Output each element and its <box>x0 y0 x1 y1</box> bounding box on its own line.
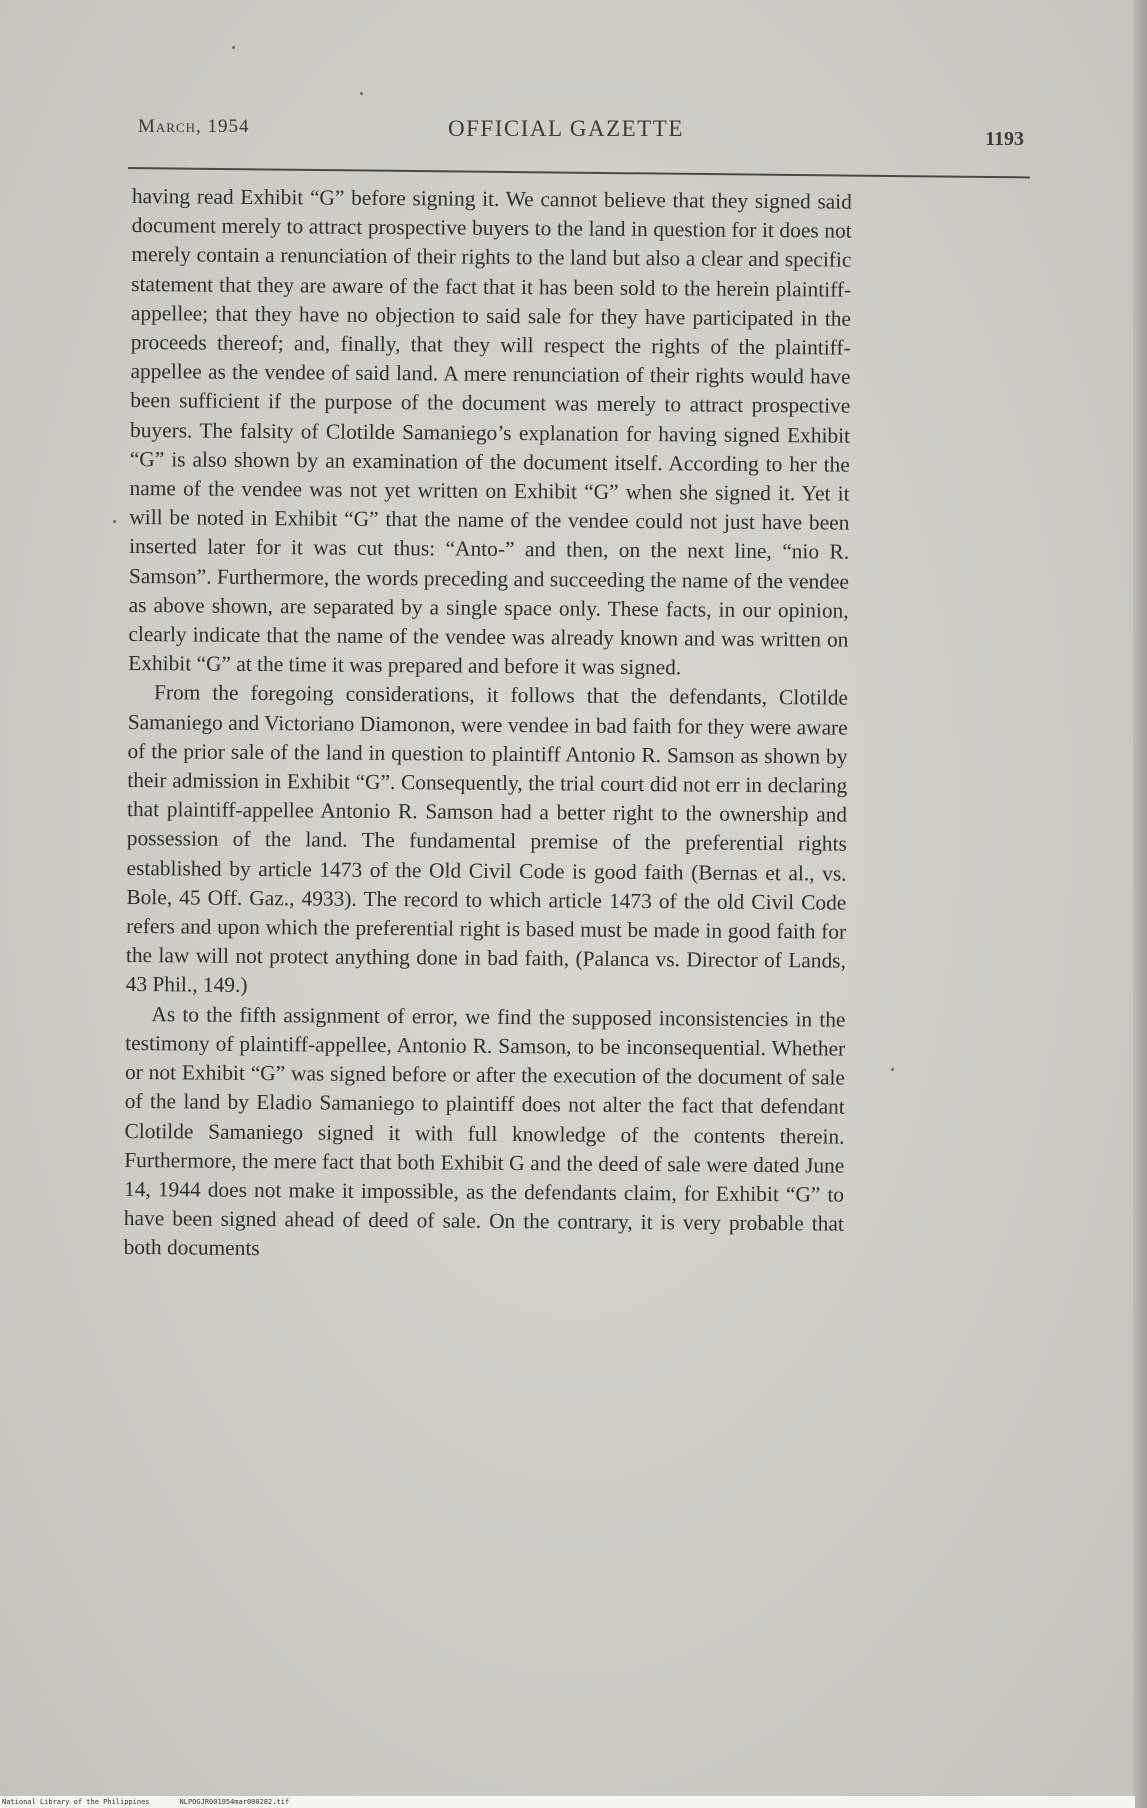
footer-filename: NLPOGJR001954mar000282.tif <box>179 1798 290 1806</box>
scan-speck <box>891 1068 894 1071</box>
running-header <box>138 108 1030 148</box>
scan-footer <box>0 1796 1135 1808</box>
page-number: 1193 <box>985 128 1024 150</box>
scan-speck <box>360 92 363 95</box>
paragraph-continuation: having read Exhibit “G” before signing it. We cannot believe that they signed said document merely to attract prospective buyers to the land in question for it does not merely contain a renunciation of their rights to the land but also a clear and specific statement that they are aware of the fact that it has been sold to the herein plaintiff-appellee; that they have no objection to said sale for they have participated in the proceeds thereof; and, finally, that they will respect the rights of the plaintiff-appellee as the vendee of said land. A mere renunciation of their rights would have been sufficient if the purpose of the document was merely to attract prospective buyers. The falsity of Clotilde Samaniego’s explanation for having signed Exhibit “G” is also shown by an examination of the document itself. According to her the name of the vendee was not yet written on Exhibit “G” when she signed it. Yet it will be noted in Exhibit “G” that the name of the vendee could not just have been inserted later for it was cut thus: “Anto-” and then, on the next line, “nio R. Samson”. Furthermore, the words preceding and succeeding the name of the vendee as above shown, are separated by a single space only. These facts, in our opinion, clearly indicate that the name of the vendee was already known and was written on Exhibit “G” at the time it was prepared and before it was signed. <box>128 183 852 680</box>
scan-speck <box>113 520 116 523</box>
paragraph-fifth-assignment: As to the fifth assignment of error, we find the supposed inconsistencies in the testimony of plaintiff-appellee, Antonio R. Samson, to be inconsequential. Whether or not Exhibit “G” was signed before or after the execution of the document of sale of the land by Eladio Samaniego to plaintiff does not alter the fact that defendant Clotilde Samaniego signed it with full knowledge of the contents therein. Furthermore, the mere fact that both Exhibit G and the deed of sale were dated June 14, 1944 does not make it impossible, as the defendants claim, for Exhibit “G” to have been signed ahead of deed of sale. On the contrary, it is very probable that both documents <box>123 1001 846 1261</box>
footer-library: National Library of the Philippines <box>2 1798 150 1806</box>
header-date: March, 1954 <box>138 116 250 137</box>
page-edge-shadow <box>1133 0 1147 1808</box>
scan-speck <box>232 46 235 49</box>
body-text <box>124 182 852 1268</box>
paragraph-foregoing-considerations: From the foregoing considerations, it follows that the defendants, Clotilde Samaniego and Victoriano Diamonon, were vendee in bad faith for they were aware of the prior sale of the land in question to plaintiff Antonio R. Samson as shown by their admission in Exhibit “G”. Consequently, the trial court did not err in declaring that plaintiff-appellee Antonio R. Samson had a better right to the ownership and possession of the land. The fundamental premise of the preferential rights established by article 1473 of the Old Civil Code is good faith (Bernas et al., vs. Bole, 45 Off. Gaz., 4933). The record to which article 1473 of the old Civil Code refers and upon which the preferential right is based must be made in good faith for the law will not protect anything done in bad faith, (Palanca vs. Director of Lands, 43 Phil., 149.) <box>125 680 849 998</box>
header-title: OFFICIAL GAZETTE <box>448 116 684 141</box>
